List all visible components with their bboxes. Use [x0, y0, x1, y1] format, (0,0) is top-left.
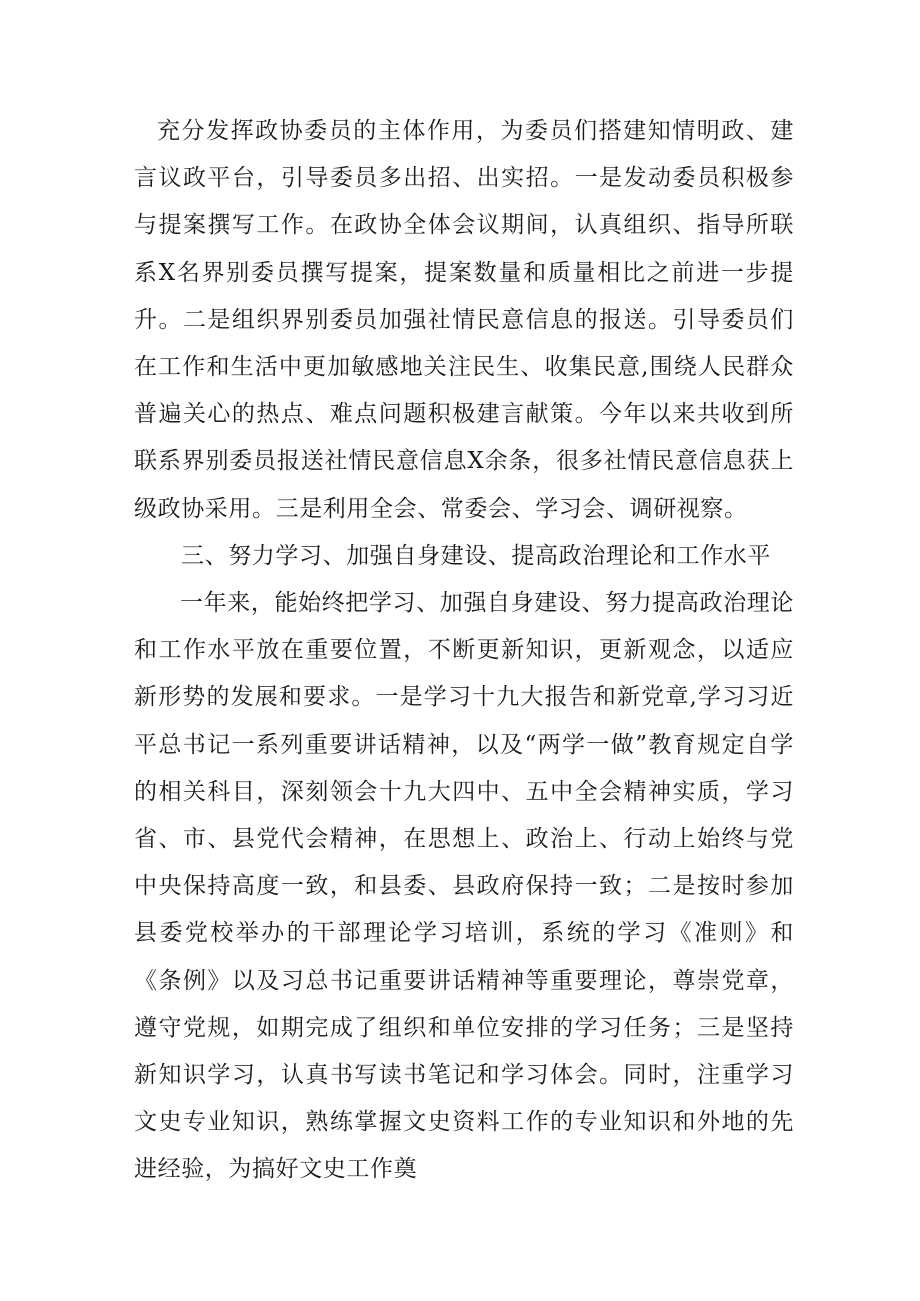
document-body	[134, 108, 794, 1194]
paragraph-committee-members: 充分发挥政协委员的主体作用，为委员们搭建知情明政、建言议政平台，引导委员多出招、出实招。一是发动委员积极参与提案撰写工作。在政协全体会议期间，认真组织、指导所联系X名界别委员撰写提案，提案数量和质量相比之前进一步提升。二是组织界别委员加强社情民意信息的报送。引导委员们在工作和生活中更加敏感地关注民生、收集民意,围绕人民群众普遍关心的热点、难点问题积极建言献策。今年以来共收到所联系界别委员报送社情民意信息X余条，很多社情民意信息获上级政协采用。三是利用全会、常委会、学习会、调研视察。	[134, 118, 794, 522]
paragraph-study: 一年来，能始终把学习、加强自身建设、努力提高政治理论和工作水平放在重要位置，不断更新知识，更新观念，以适应新形势的发展和要求。一是学习十九大报告和新党章,学习习近平总书记一系列重要讲话精神，以及“两学一做”教育规定自学的相关科目，深刻领会十九大四中、五中全会精神实质，学习省、市、县党代会精神，在思想上、政治上、行动上始终与党中央保持高度一致，和县委、县政府保持一致；二是按时参加县委党校举办的干部理论学习培训，系统的学习《准则》和《条例》以及习总书记重要讲话精神等重要理论，尊崇党章，遵守党规，如期完成了组织和单位安排的学习任务；三是坚持新知识学习，认真书写读书笔记和学习体会。同时，注重学习文史专业知识，熟练掌握文史资料工作的专业知识和外地的先进经验，为搞好文史工作奠	[134, 590, 794, 1183]
section-heading-3: 三、努力学习、加强自身建设、提高政治理论和工作水平	[181, 542, 771, 569]
